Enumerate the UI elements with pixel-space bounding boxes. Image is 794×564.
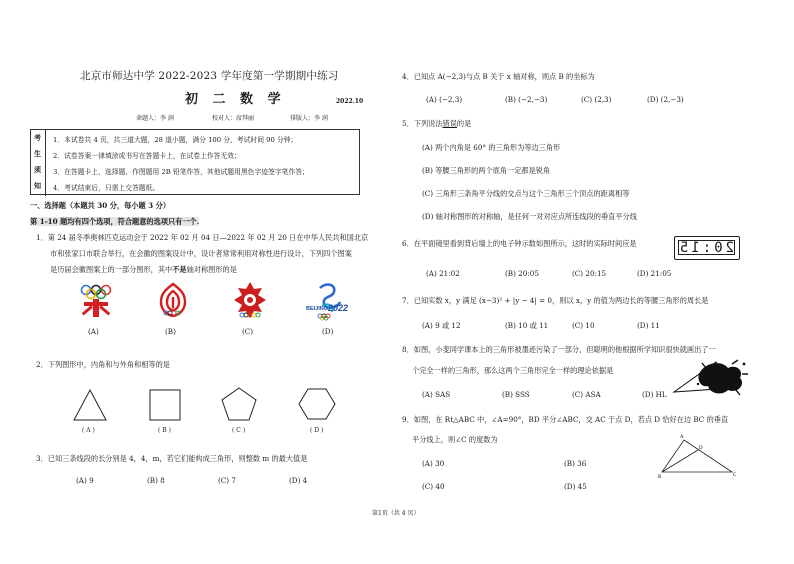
q6-option-c[interactable]: (C) 20:15 [572, 269, 607, 278]
clock-display: 20:15 [676, 240, 734, 256]
q4-stem: 4．已知点 A(−2,3)与点 B 关于 x 轴对称，则点 B 的坐标为 [402, 72, 595, 81]
section-title: 一、选择题（本题共 30 分，每小题 3 分） [30, 201, 171, 210]
q4-option-a[interactable]: (A) (−2,3) [426, 95, 463, 104]
notes-label-char: 须 [34, 165, 41, 174]
author: 命题人：李 润 [136, 115, 174, 122]
q1-option-d[interactable]: (D) [322, 327, 334, 336]
subject-title: 初 二 数 学 [185, 92, 286, 107]
reviewer: 校对人：席拜丽 [212, 115, 255, 122]
q6-option-d[interactable]: (D) 21:05 [637, 269, 672, 278]
q9-option-d[interactable]: (D) 45 [564, 482, 587, 491]
q1-line1: 1．第 24 届冬季奥林匹克运动会于 2022 年 02 月 04 日—2022 年 02 月 20 日在中华人民共和国北京 [36, 233, 369, 242]
pentagon-shape-icon [220, 386, 258, 422]
q8-line1: 8．如图，小斐同学课本上的三角形被墨迹污染了一部分，但聪明的他根据所学知识很快就画出了一 [402, 345, 716, 354]
q9-option-b[interactable]: (B) 36 [564, 459, 587, 468]
q9-line2: 平分线上，则∠C 的度数为 [412, 435, 498, 444]
q7-option-c[interactable]: (C) 10 [572, 321, 595, 330]
point-label-a: A [680, 435, 684, 440]
q1-emphasis: 不是 [172, 265, 187, 274]
q7-stem: 7．已知实数 x，y 满足 (x−3)² + |y − 4| = 0，则以 x，y 的值为两边长的等腰三角形的周长是 [402, 296, 709, 305]
point-label-c: C [733, 473, 737, 478]
q1-line2: 市和张家口市联合举行，在会徽的图案设计中，设计者常常利用对称性进行设计，下列四个图案 [50, 249, 352, 258]
triangle-abc-figure [658, 430, 738, 478]
q8-option-d[interactable]: (D) HL [642, 390, 667, 399]
q7-option-d[interactable]: (D) 11 [637, 321, 660, 330]
q5-stem: 5．下列说法错误的是 [402, 119, 472, 128]
point-label-d: D [699, 446, 703, 451]
notes-label [31, 130, 46, 196]
q1-option-b[interactable]: (B) [165, 327, 176, 336]
q2-option-d[interactable]: ( D ) [310, 427, 324, 434]
q6-option-b[interactable]: (B) 20:05 [505, 269, 539, 278]
logo-c-icon [230, 280, 270, 320]
exam-notes-box [30, 129, 360, 195]
q8-line2: 个完全一样的三角形，那么这两个三角形完全一样的理论依据是 [412, 366, 614, 375]
q6-option-a[interactable]: (A) 21:02 [426, 269, 460, 278]
q5-option-a[interactable]: (A) 两个内角是 60° 的三角形为等边三角形 [422, 143, 561, 152]
logo-a-icon [76, 282, 116, 320]
logo-d-icon [306, 280, 352, 320]
q2-option-a[interactable]: ( A ) [82, 427, 95, 434]
q3-stem: 3．已知三条线段的长分别是 4，4，m，若它们能构成三角形，则整数 m 的最大值是 [36, 454, 308, 463]
q5-option-c[interactable]: (C) 三角形三条角平分线的交点与这个三角形三个顶点的距离相等 [422, 189, 630, 198]
q2-stem: 2．下列图形中，内角和与外角和相等的是 [36, 360, 170, 369]
q5-emphasis: 错误 [442, 119, 457, 128]
point-label-b: B [658, 475, 662, 480]
q9-line1: 9．如图，在 Rt△ABC 中，∠A=90°，BD 平分∠ABC，交 AC 于点 D，若点 D 恰好在边 BC 的垂直 [402, 415, 729, 424]
note-item: 3．在答题卡上，选择题、作图题用 2B 铅笔作答，其他试题用黑色字迹签字笔作答； [53, 168, 309, 176]
q6-stem: 6．在平面镜里看到背后墙上的电子钟示数如图所示，这时的实际时间应是 [402, 239, 637, 248]
page-footer: 第1页（共 4 页） [372, 510, 420, 517]
q8-option-b[interactable]: (B) SSS [502, 390, 530, 399]
q9-option-a[interactable]: (A) 30 [422, 459, 445, 468]
q1-line3: 是历届会徽图案上的一部分图形，其中不是轴对称图形的是 [50, 265, 237, 274]
logo-b-icon [153, 280, 193, 320]
mirror-clock [674, 236, 740, 260]
q5-option-b[interactable]: (B) 等腰三角形的两个底角一定都是锐角 [422, 166, 551, 175]
triangle-shape-icon [72, 388, 108, 422]
note-item: 1．本试卷共 4 页，共三道大题，28 道小题，满分 100 分，考试时间 90 分钟； [53, 136, 298, 144]
q3-option-c[interactable]: (C) 7 [218, 476, 236, 485]
q7-option-a[interactable]: (A) 9 或 12 [422, 321, 461, 330]
q5-option-d[interactable]: (D) 轴对称图形的对称轴，是任何一对对应点所连线段的垂直平分线 [422, 212, 637, 221]
notes-label-char: 考 [34, 133, 41, 142]
q3-option-a[interactable]: (A) 9 [76, 476, 94, 485]
ink-stained-triangle-icon [670, 354, 750, 396]
q2-option-b[interactable]: ( B ) [158, 427, 171, 434]
q3-option-d[interactable]: (D) 4 [289, 476, 308, 485]
q8-option-a[interactable]: (A) SAS [422, 390, 451, 399]
logo-d-year: 2022 [328, 303, 349, 313]
note-item: 4．考试结束后，只需上交答题纸。 [53, 184, 160, 192]
q3-option-b[interactable]: (B) 8 [147, 476, 165, 485]
note-item: 2．试卷答案一律填涂或书写在答题卡上，在试卷上作答无效； [53, 152, 241, 160]
exam-date: 2022.10 [336, 98, 364, 105]
exam-title: 北京市师达中学 2022-2023 学年度第一学期期中练习 [80, 70, 339, 82]
notes-label-char: 生 [34, 149, 41, 158]
square-shape-icon [148, 388, 182, 422]
q2-option-c[interactable]: ( C ) [232, 427, 246, 434]
q7-option-b[interactable]: (B) 10 或 11 [505, 321, 549, 330]
notes-label-char: 知 [34, 181, 41, 190]
section-instruction: 第 1-10 题均有四个选项，符合题意的选项只有一个. [30, 217, 200, 226]
logo-d-text: BEIJING [306, 306, 329, 312]
q4-option-c[interactable]: (C) (2,3) [581, 95, 612, 104]
q4-option-b[interactable]: (B) (−2,−3) [505, 95, 548, 104]
q9-option-c[interactable]: (C) 40 [422, 482, 445, 491]
q8-option-c[interactable]: (C) ASA [572, 390, 601, 399]
q4-option-d[interactable]: (D) (2,−3) [647, 95, 684, 104]
q1-option-c[interactable]: (C) [242, 327, 254, 336]
recorder: 排版人：李 润 [290, 115, 328, 122]
hexagon-shape-icon [298, 387, 336, 421]
q1-option-a[interactable]: (A) [88, 327, 99, 336]
